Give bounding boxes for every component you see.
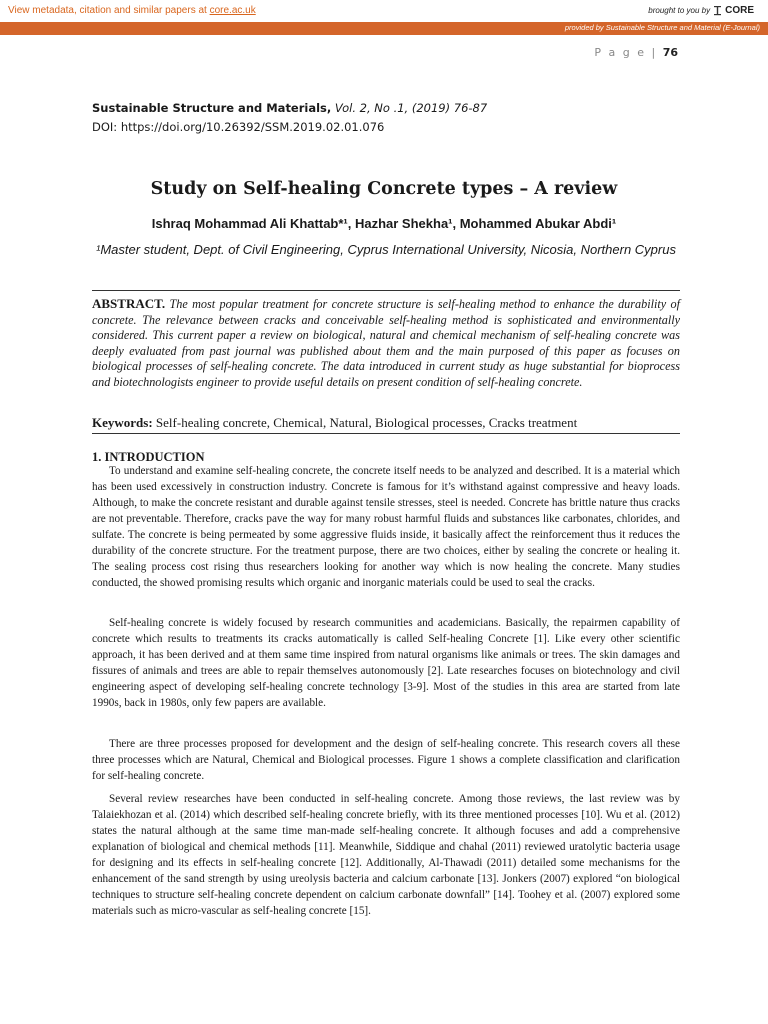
- journal-volume: Vol. 2, No .1, (2019) 76-87: [331, 101, 488, 115]
- paragraph-text: To understand and examine self-healing concrete, the concrete itself needs to be analyzed and described. It is a material which has been used excessively in construction industry. Concrete is famous for it’s withstand against compressive and heavy loads. Although, to make the concrete resistant and durable against tensile stresses, steel is needed. Concrete has brittle nature thus cracks are not preventable. Therefore, cracks pave the way for many robust harmful fluids and substances like carbonates, chlorides, and sulfate. The concrete is being permeated by some aggressive fluids inside, it basically affect the reinforcement thus it reduces the durability of the concrete structure. For the treatment purpose, there are two choices, either by sealing the concrete or healing it. The sealing process cost rising thus researchers looking for another way which is now healing the concrete. Many studies conducted, the showed promising results which organic and inorganic materials could be used to seal the cracks.: [92, 465, 680, 589]
- keywords-text: Self-healing concrete, Chemical, Natural, Biological processes, Cracks treatment: [152, 415, 578, 430]
- core-metadata-link[interactable]: [8, 5, 256, 16]
- core-brand: CORE: [725, 5, 754, 16]
- core-link-prefix: View metadata, citation and similar papers at: [8, 5, 210, 16]
- brought-by-text: brought to you by: [648, 6, 711, 15]
- abstract-label: ABSTRACT.: [92, 296, 166, 311]
- keywords-label: Keywords:: [92, 415, 153, 430]
- paper-title: Study on Self-healing Concrete types – A review: [150, 179, 618, 199]
- page-header: [594, 46, 678, 59]
- doi-line: DOI: https://doi.org/10.26392/SSM.2019.02.01.076: [92, 120, 385, 134]
- provider-bar: [0, 22, 768, 35]
- journal-name: Sustainable Structure and Materials,: [92, 101, 332, 115]
- journal-citation: [92, 101, 487, 115]
- intro-paragraph-1: [92, 463, 680, 591]
- paper-authors: Ishraq Mohammad Ali Khattab*¹, Hazhar Shekha¹, Mohammed Abukar Abdi¹: [151, 216, 617, 231]
- page-number: 76: [662, 46, 678, 59]
- core-attribution[interactable]: [648, 5, 754, 16]
- intro-paragraph-4: [92, 791, 680, 919]
- provided-by-text: provided by Sustainable Structure and Material (E-Journal): [564, 23, 760, 32]
- intro-paragraph-3: [92, 736, 680, 784]
- keywords: [92, 415, 680, 431]
- author-affiliation: ¹Master student, Dept. of Civil Engineering, Cyprus International University, Nicosia, Northern Cyprus: [96, 242, 676, 257]
- abstract-top-divider: [92, 290, 680, 291]
- intro-paragraph-2: [92, 615, 680, 711]
- abstract: [92, 296, 680, 390]
- paragraph-text: There are three processes proposed for development and the design of self-healing concrete. This research covers all these three processes which are Natural, Chemical and Biological processes. Figure 1 shows a complete classification and clarification for self-healing concrete.: [92, 738, 680, 782]
- paragraph-text: Self-healing concrete is widely focused by research communities and academicians. Basically, the repairmen capability of concrete which results to treatments its cracks automatically is called Self-healing Concrete [1]. Like every other scientific approach, it has been derived and at them same time inspired from natural organisms like animals or trees. The skin damages and fissures of animals and trees are able to repair themselves autonomously [2]. Late researches focuses on biotechnology and civil engineering aspect of developing self-healing concrete technology [3-9]. Most of the studies in this area are started from late 1990s, back in 1980s, only few papers are available.: [92, 617, 680, 709]
- core-link-domain[interactable]: core.ac.uk: [209, 5, 256, 16]
- abstract-text: The most popular treatment for concrete structure is self-healing method to enhance the durability of concrete. The relevance between cracks and conceivable self-healing method is sophisticated and environmentally considered. This current paper a review on biological, natural and chemical mechanism of self-healing concrete was deeply evaluated from past journal was published about them and the main purposed of this paper as focuses on biological processes of self-healing concrete. The data introduced in current study as huge substantial for bioprocess and biotechnologists engineer to provide useful details on present condition of self-healing concrete.: [92, 297, 680, 389]
- keywords-divider: [92, 433, 680, 434]
- page-label: P a g e |: [594, 46, 658, 59]
- section-heading-introduction: 1. INTRODUCTION: [92, 450, 205, 464]
- core-banner: [0, 0, 768, 22]
- core-logo-icon: [713, 5, 722, 16]
- paragraph-text: Several review researches have been conducted in self-healing concrete. Among those reviews, the last review was by Talaiekhozan et al. (2014) which described self-healing concrete briefly, with its three mentioned processes [10]. Wu et al. (2012) states the natural although at the same time man-made self-healing concrete. It although focuses and add a comprehensive explanation of biological and chemical methods [11]. Meanwhile, Siddique and chahal (2011) reviewed uratolytic bacteria usage for designing and its effects in self-healing concrete [12]. Additionally, Al-Thawadi (2011) detailed some mechanisms for the enhancement of the sand strength by using ureolysis bacteria and calcium carbonate [13]. Jonkers (2007) explored “on biological techniques to structure self-healing concrete dependent on calcium carbonate downfall” [14]. Toohey et al. (2007) explored some materials such as micro-vascular as self-healing concrete [15].: [92, 793, 680, 917]
